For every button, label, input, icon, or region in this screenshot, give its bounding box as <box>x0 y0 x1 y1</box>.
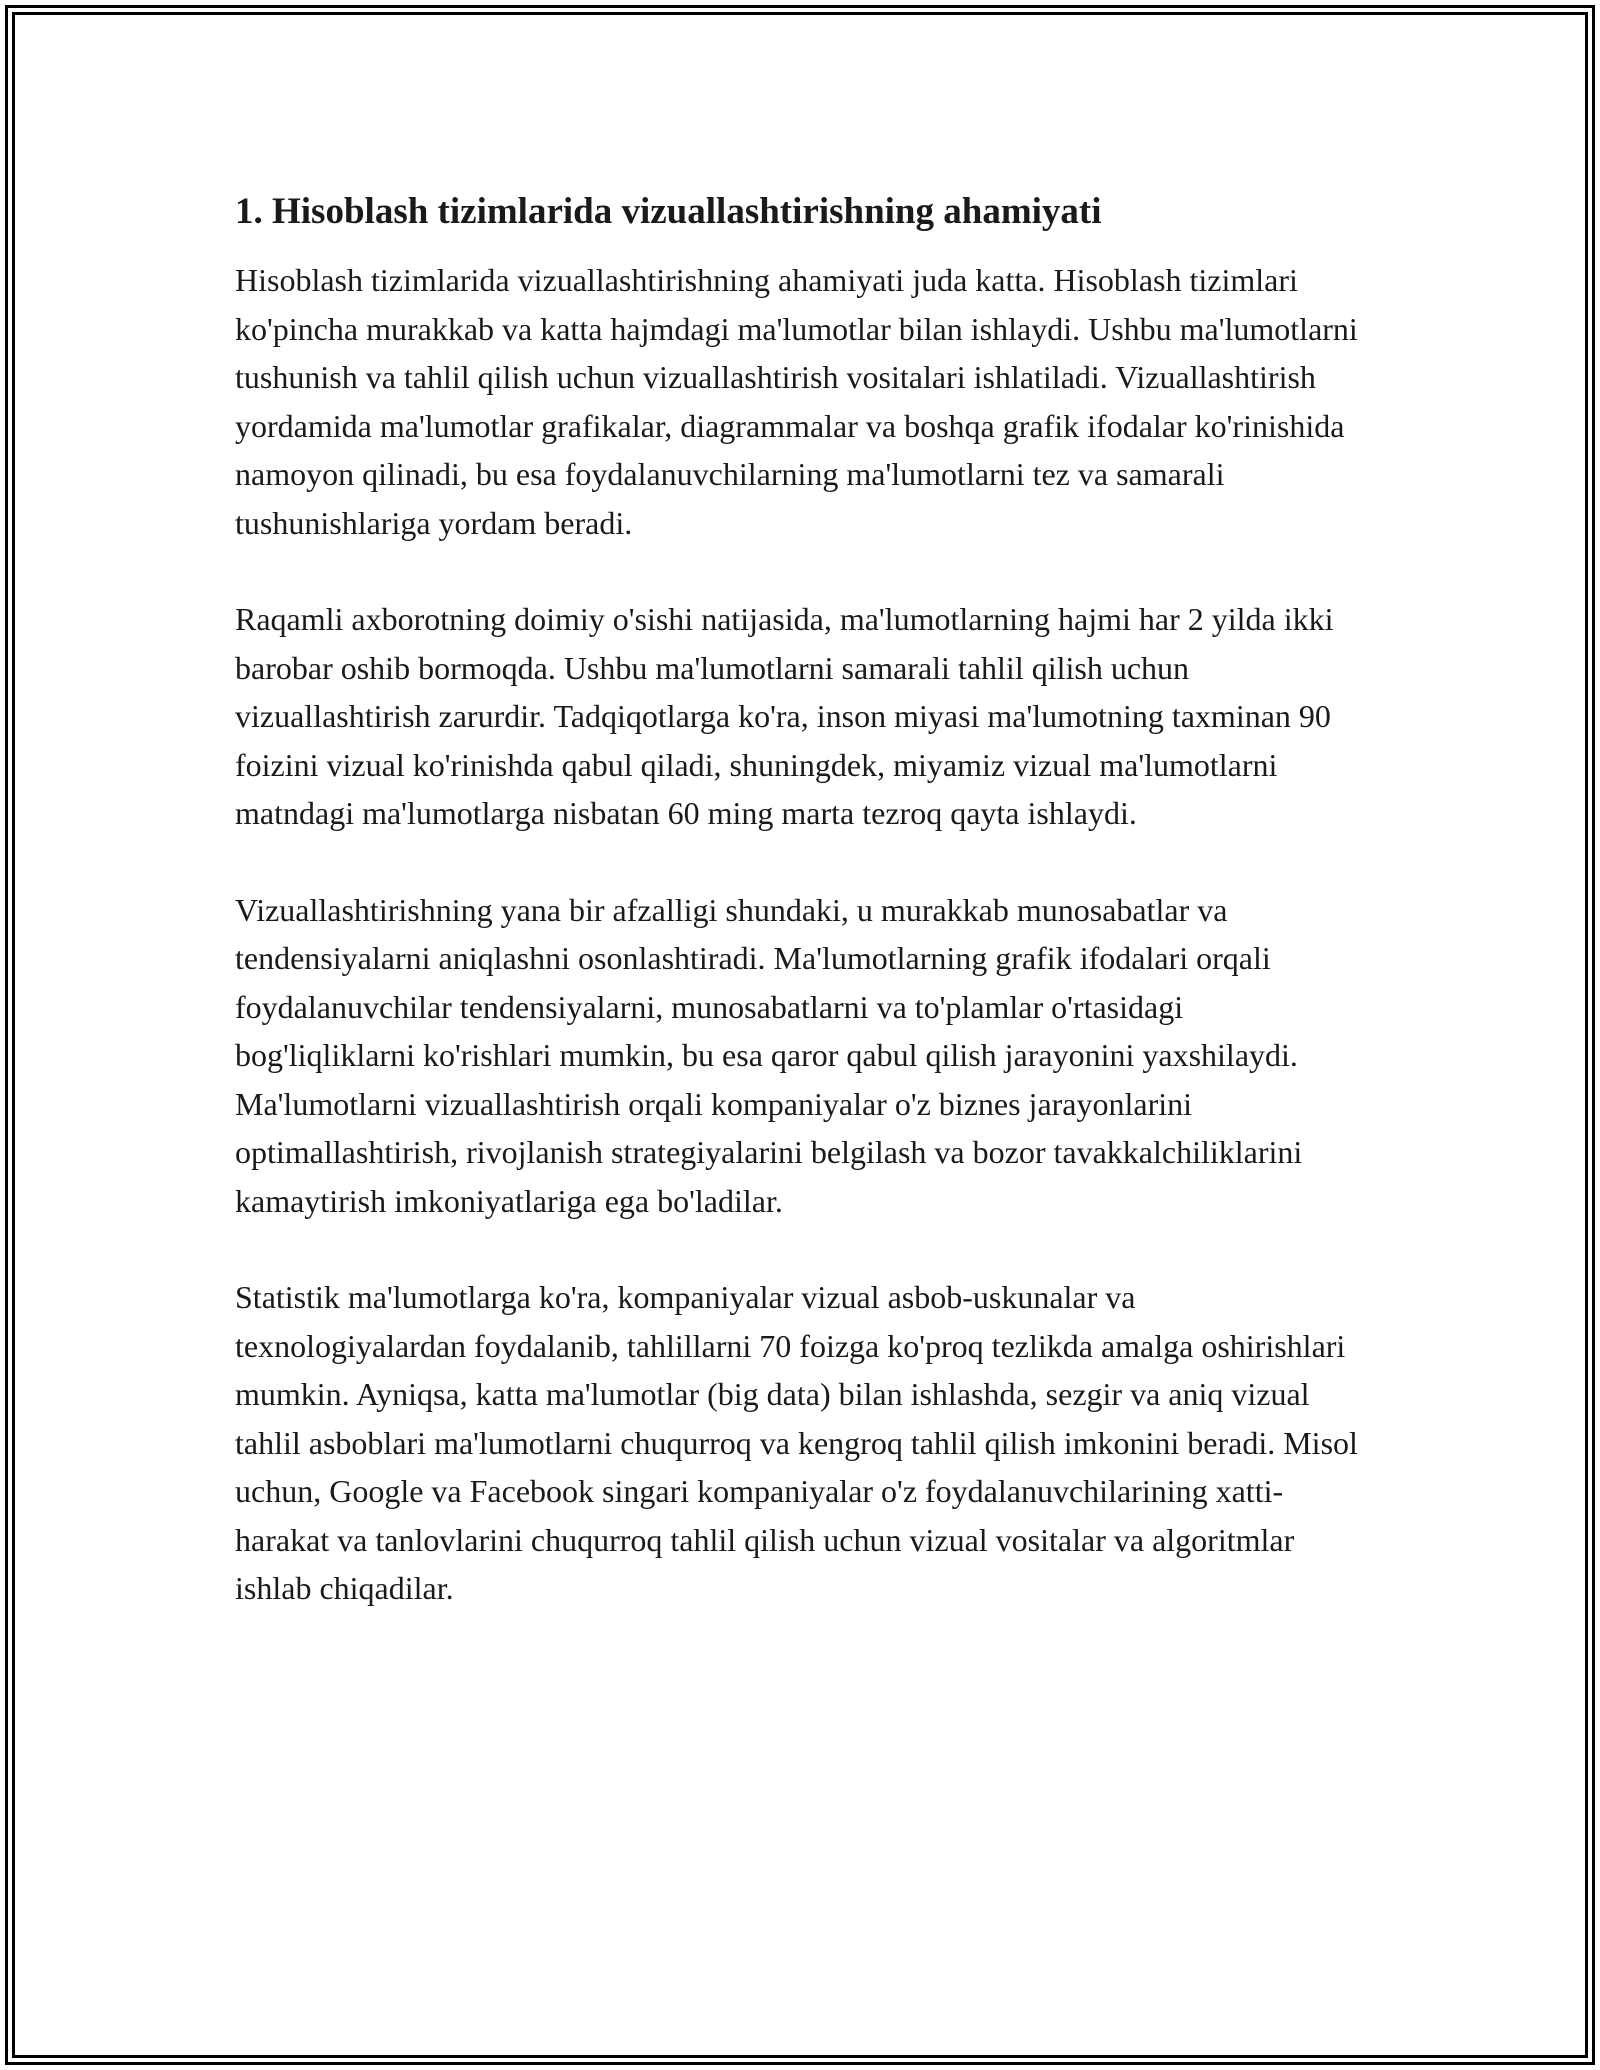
paragraph-1: Hisoblash tizimlarida vizuallashtirishning ahamiyati juda katta. Hisoblash tizimlari ko'pincha murakkab va katta hajmdagi ma'lumotlar bilan ishlaydi. Ushbu ma'lumotlarni tushunish va tahlil qilish uchun vizuallashtirish vositalari ishlatiladi. Vizuallashtirish yordamida ma'lumotlar grafikalar, diagrammalar va boshqa grafik ifodalar ko'rinishida namoyon qilinadi, bu esa foydalanuvchilarning ma'lumotlarni tez va samarali tushunishlariga yordam beradi. <box>235 262 1358 541</box>
paragraph-3: Vizuallashtirishning yana bir afzalligi shundaki, u murakkab munosabatlar va tendensiyalarni aniqlashni osonlashtiradi. Ma'lumotlarning grafik ifodalari orqali foydalanuvchilar tendensiyalarni, munosabatlarni va to'plamlar o'rtasidagi bog'liqliklarni ko'rishlari mumkin, bu esa qaror qabul qilish jarayonini yaxshilaydi. Ma'lumotlarni vizuallashtirish orqali kompaniyalar o'z biznes jarayonlarini optimallashtirish, rivojlanish strategiyalarini belgilash va bozor tavakkalchiliklarini kamaytirish imkoniyatlariga ega bo'ladilar. <box>235 891 1303 1219</box>
paragraph-4: Statistik ma'lumotlarga ko'ra, kompaniyalar vizual asbob-uskunalar va texnologiyalardan foydalanib, tahlillarni 70 foizga ko'proq tezlikda amalga oshirishlari mumkin. Ayniqsa, katta ma'lumotlar (big data) bilan ishlashda, sezgir va aniq vizual tahlil asboblari ma'lumotlarni chuqurroq va kengroq tahlil qilish imkonini beradi. Misol uchun, Google va Facebook singari kompaniyalar o'z foydalanuvchilarining xatti-harakat va tanlovlarini chuqurroq tahlil qilish uchun vizual vositalar va algoritmlar ishlab chiqadilar. <box>235 1279 1358 1606</box>
document-body <box>235 187 1370 1613</box>
paragraph-2: Raqamli axborotning doimiy o'sishi natijasida, ma'lumotlarning hajmi har 2 yilda ikki barobar oshib bormoqda. Ushbu ma'lumotlarni samarali tahlil qilish uchun vizuallashtirish zarurdir. Tadqiqotlarga ko'ra, inson miyasi ma'lumotning taxminan 90 foizini vizual ko'rinishda qabul qiladi, shuningdek, miyamiz vizual ma'lumotlarni matndagi ma'lumotlarga nisbatan 60 ming marta tezroq qayta ishlaydi. <box>235 601 1334 831</box>
section-title: 1. Hisoblash tizimlarida vizuallashtirishning ahamiyati <box>235 191 1102 232</box>
